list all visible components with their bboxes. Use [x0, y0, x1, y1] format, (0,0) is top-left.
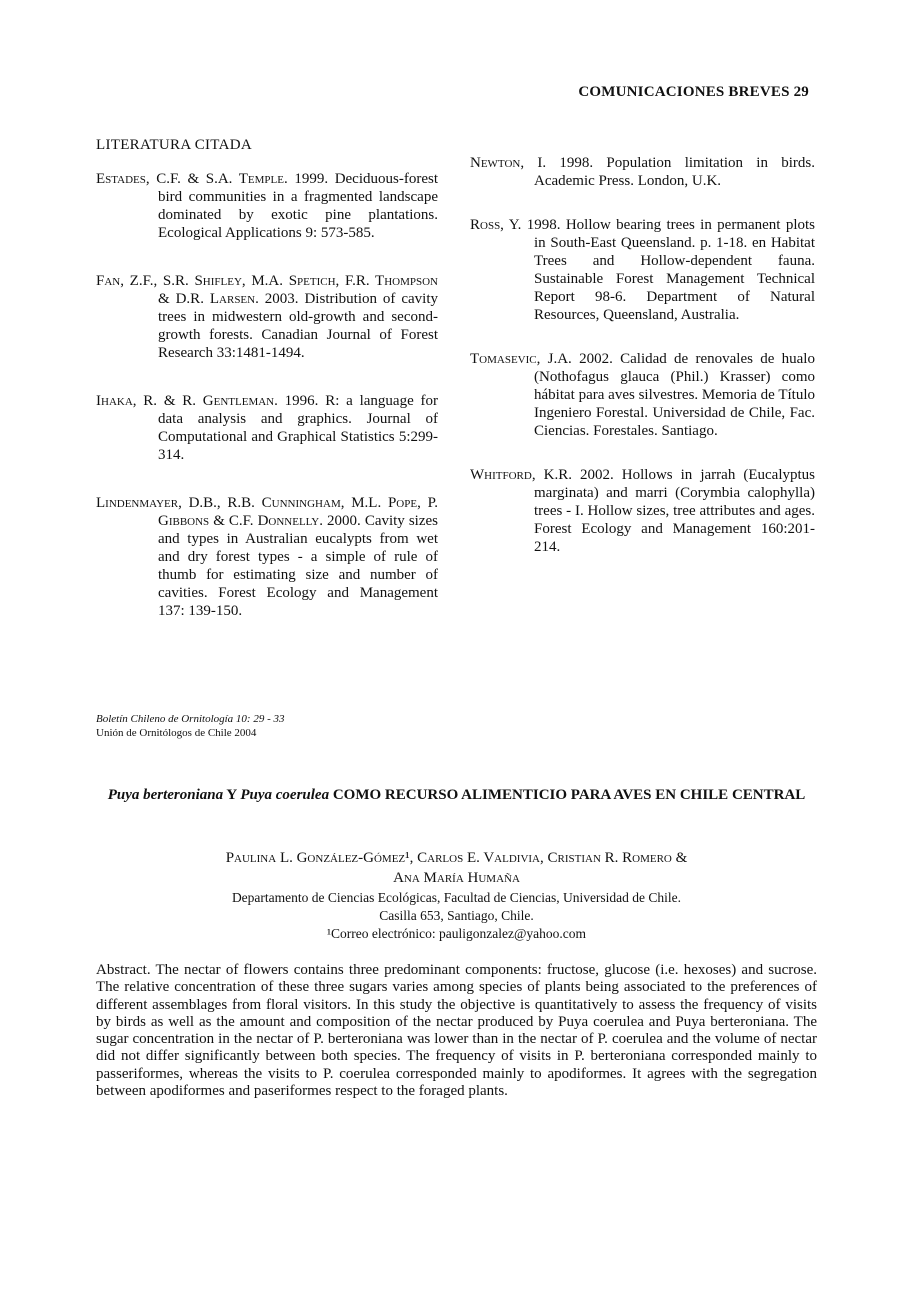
reference-entry [96, 392, 438, 464]
authors-line: Ana María Humaña [393, 870, 520, 886]
reference-entry [470, 216, 815, 324]
title-species-2: Puya coerulea [240, 787, 330, 803]
affiliation-line: Departamento de Ciencias Ecológicas, Facultad de Ciencias, Universidad de Chile. [231, 890, 682, 905]
contact-email: ¹Correo electrónico: pauligonzalez@yahoo.com [326, 926, 586, 941]
journal-citation: Boletín Chileno de Ornitología 10: 29 - 33 [96, 713, 285, 725]
reference-authors: Whitford, K.R. [470, 467, 572, 483]
author-affiliation [96, 889, 817, 943]
reference-authors: Ihaka, R. & R. Gentleman. [96, 393, 278, 409]
reference-text: 1998. Population limitation in birds. Academic Press. London, U.K. [534, 155, 816, 189]
reference-entry [470, 466, 815, 556]
reference-authors: Ross, Y. [470, 217, 522, 233]
reference-entry [96, 494, 438, 620]
article-title [96, 786, 817, 804]
reference-text: 1998. Hollow bearing trees in permanent plots in South-East Queensland. p. 1-18. en Habitat Trees and Hollow-dependent fauna. Sustainable Forest Management Technical Report 98-6. Department of Natural Resources, Queensland, Australia. [521, 217, 815, 323]
reference-entry [96, 170, 438, 242]
title-species-1: Puya berteroniana [107, 787, 224, 803]
title-rest: COMO RECURSO ALIMENTICIO PARA AVES EN CHILE CENTRAL [329, 787, 806, 803]
reference-authors: Tomasevic, J.A. [470, 351, 572, 367]
reference-text: 2002. Calidad de renovales de hualo (Nothofagus glauca (Phil.) Krasser) como hábitat para aves silvestres. Memoria de Título Ingeniero Forestal. Universidad de Chile, Fac. Ciencias. Forestales. Santiago. [534, 351, 815, 439]
references-left-column [96, 136, 438, 650]
reference-authors: Lindenmayer, D.B., R.B. Cunningham, M.L. Pope, P. Gibbons & C.F. Donnelly. [96, 495, 438, 529]
article-authors [96, 848, 817, 888]
reference-text: 1996. R: a language for data analysis and graphics. Journal of Computational and Graphical Statistics 5:299-314. [158, 393, 438, 463]
reference-authors: Newton, I. [470, 155, 547, 171]
reference-entry [470, 350, 815, 440]
reference-text: 2002. Hollows in jarrah (Eucalyptus marginata) and marri (Corymbia calophylla) trees - I. Hollow sizes, tree attributes and ages. Forest Ecology and Management 160:201-214. [534, 467, 815, 555]
running-head: COMUNICACIONES BREVES 29 [578, 84, 809, 100]
reference-authors: Estades, C.F. & S.A. Temple. [96, 171, 288, 187]
reference-authors: Fan, Z.F., S.R. Shifley, M.A. Spetich, F.R. Thompson & D.R. Larsen. [96, 273, 438, 307]
title-conjunction: Y [223, 787, 241, 803]
reference-text: 2003. Distribution of cavity trees in midwestern old-growth and second-growth forests. Canadian Journal of Forest Research 33:1481-1494. [158, 291, 438, 361]
authors-line: Paulina L. González-Gómez¹, Carlos E. Valdivia, Cristian R. Romero & [225, 850, 688, 866]
journal-publisher: Unión de Ornitólogos de Chile 2004 [96, 727, 257, 739]
references-right-column [470, 154, 815, 582]
reference-entry [96, 272, 438, 362]
reference-text: 2000. Cavity sizes and types in Australian eucalypts from wet and dry forest types - a simple of rule of thumb for estimating size and number of cavities. Forest Ecology and Management 137: 139-150. [158, 513, 438, 619]
reference-entry [470, 154, 815, 190]
abstract: Abstract. The nectar of flowers contains three predominant components: fructose, glucose (i.e. hexoses) and sucrose. The relative concentration of these three sugars varies among species of plants being associated to the preferences of different assemblages from floral visitors. In this study the objective is quantitatively to assess the frequency of visits by birds as well as the amount and composition of the nectar produced by Puya coerulea and Puya berteroniana. The sugar concentration in the nectar of P. berteroniana was lower than in the nectar of P. coerulea and the volume of nectar did not differ significantly between both species. The frequency of visits in P. berteroniana corresponded mainly to passeriformes, whereas the visits to P. coerulea corresponded mainly to apodiformes. It agrees with the segregation between apodiformes and paseriformes respect to the foraged plants. [96, 962, 817, 1100]
affiliation-line: Casilla 653, Santiago, Chile. [379, 908, 534, 923]
reference-text: 1999. Deciduous-forest bird communities in a fragmented landscape dominated by exotic pine plantations. Ecological Applications 9: 573-585. [158, 171, 438, 241]
section-title: LITERATURA CITADA [96, 137, 252, 153]
journal-info [96, 712, 285, 740]
